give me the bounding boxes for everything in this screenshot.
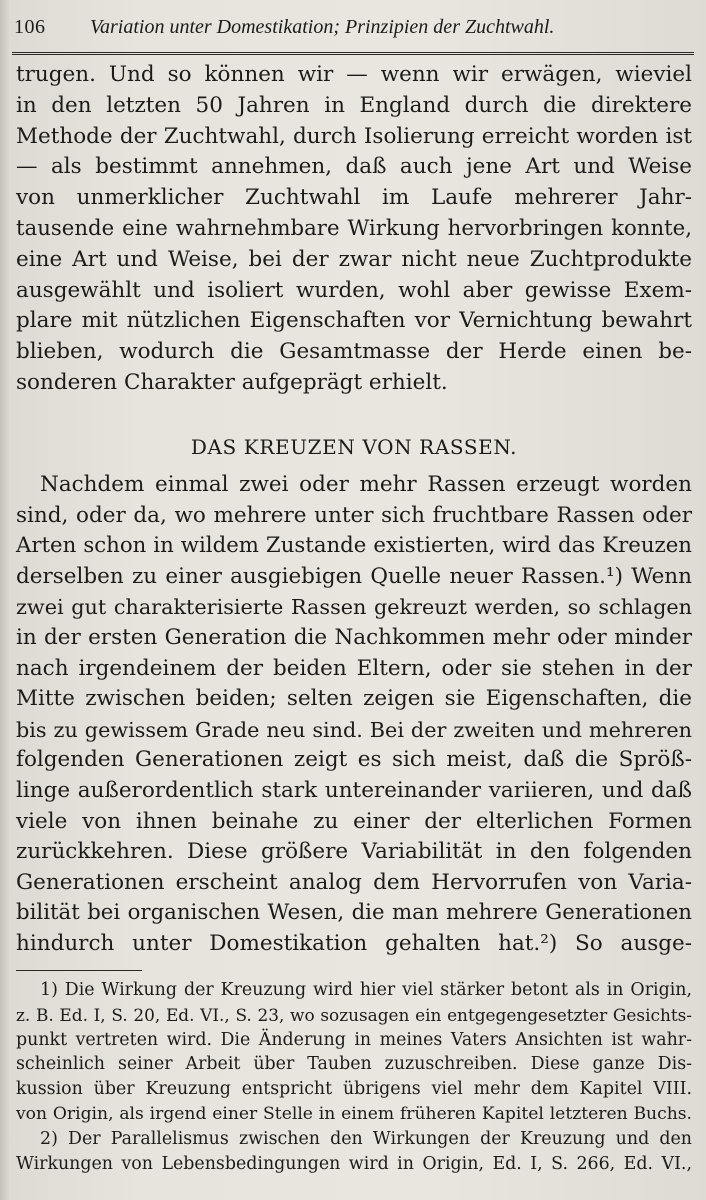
page-number: 106 bbox=[14, 16, 46, 38]
paragraph-one bbox=[16, 60, 692, 399]
text-line: von unmerklicher Zuchtwahl im Laufe mehrerer Jahr- bbox=[16, 185, 692, 211]
text-line: — als bestimmt annehmen, daß auch jene Art und Weise bbox=[16, 154, 692, 180]
footnote-line: scheinlich seiner Arbeit über Tauben zuzuschreiben. Diese ganze Dis- bbox=[16, 1054, 692, 1075]
footnote-rule bbox=[16, 970, 142, 971]
text-line: Nachdem einmal zwei oder mehr Rassen erzeugt worden bbox=[40, 472, 692, 497]
binding-shadow bbox=[0, 0, 10, 1200]
footnote-line: Wirkungen von Lebensbedingungen wird in Origin, Ed. I, S. 266, Ed. VI., bbox=[16, 1153, 692, 1174]
text-line: Mitte zwischen beiden; selten zeigen sie Eigenschaften, die bbox=[16, 686, 692, 712]
text-line: hindurch unter Domestikation gehalten hat.²) So ausge- bbox=[16, 930, 692, 956]
footnote-line: punkt vertreten wird. Die Änderung in meines Vaters Ansichten ist wahr- bbox=[16, 1029, 692, 1050]
text-line: tausende eine wahrnehmbare Wirkung hervorbringen konnte, bbox=[16, 215, 692, 241]
footnote-line: von Origin, als irgend einer Stelle in einem früheren Kapitel letzteren Buchs. bbox=[16, 1103, 692, 1124]
text-line: Methode der Zuchtwahl, durch Isolierung erreicht worden ist bbox=[16, 123, 692, 149]
text-line: eine Art und Weise, bei der zwar nicht neue Zuchtprodukte bbox=[16, 246, 692, 272]
header-rule bbox=[12, 52, 694, 55]
text-line: in den letzten 50 Jahren in England durch die direktere bbox=[16, 92, 692, 118]
text-line: sind, oder da, wo mehrere unter sich fruchtbare Rassen oder bbox=[16, 502, 692, 528]
text-line: zwei gut charakterisierte Rassen gekreuzt werden, so schlagen bbox=[16, 595, 692, 620]
section-heading: DAS KREUZEN VON RASSEN. bbox=[190, 435, 518, 459]
text-line: sonderen Charakter aufgeprägt erhielt. bbox=[16, 369, 448, 395]
text-line: viele von ihnen beinahe zu einer der elterlichen Formen bbox=[16, 808, 692, 834]
text-line: trugen. Und so können wir — wenn wir erwägen, wieviel bbox=[16, 62, 692, 87]
running-head-title: Variation unter Domestikation; Prinzipien der Zuchtwahl. bbox=[90, 16, 555, 38]
footnote-line: 1) Die Wirkung der Kreuzung wird hier viel stärker betont als in Origin, bbox=[40, 980, 692, 1000]
text-line: zurückkehren. Diese größere Variabilität in den folgenden bbox=[16, 839, 692, 865]
paragraph-two bbox=[16, 470, 692, 960]
footnote-line: 2) Der Parallelismus zwischen den Wirkungen der Kreuzung und den bbox=[40, 1128, 692, 1149]
footnotes bbox=[16, 978, 692, 1176]
text-line: bilität bei organischen Wesen, die man mehrere Generationen bbox=[16, 900, 692, 926]
text-line: blieben, wodurch die Gesamtmasse der Herde einen be- bbox=[16, 339, 692, 365]
text-line: ausgewählt und isoliert wurden, wohl aber gewisse Exem- bbox=[16, 277, 692, 303]
running-head bbox=[12, 14, 696, 44]
text-line: linge außerordentlich stark untereinander variieren, und daß bbox=[16, 777, 692, 803]
text-line: in der ersten Generation die Nachkommen mehr oder minder bbox=[16, 624, 692, 650]
text-line: Generationen erscheint analog dem Hervorrufen von Varia- bbox=[16, 869, 692, 895]
text-line: nach irgendeinem der beiden Eltern, oder sie stehen in der bbox=[16, 655, 692, 681]
text-line: derselben zu einer ausgiebigen Quelle neuer Rassen.¹) Wenn bbox=[16, 563, 692, 589]
text-line: folgenden Generationen zeigt es sich meist, daß die Spröß- bbox=[16, 747, 692, 773]
footnote-line: z. B. Ed. I, S. 20, Ed. VI., S. 23, wo sozusagen ein entgegengesetzter Gesichts- bbox=[16, 1004, 692, 1025]
footnote-line: kussion über Kreuzung entspricht übrigens viel mehr dem Kapitel VIII. bbox=[16, 1079, 692, 1100]
text-line: plare mit nützlichen Eigenschaften vor Vernichtung bewahrt bbox=[16, 308, 692, 334]
text-line: bis zu gewissem Grade neu sind. Bei der zweiten und mehreren bbox=[16, 717, 692, 742]
text-line: Arten schon in wildem Zustande existierten, wird das Kreuzen bbox=[16, 533, 692, 559]
